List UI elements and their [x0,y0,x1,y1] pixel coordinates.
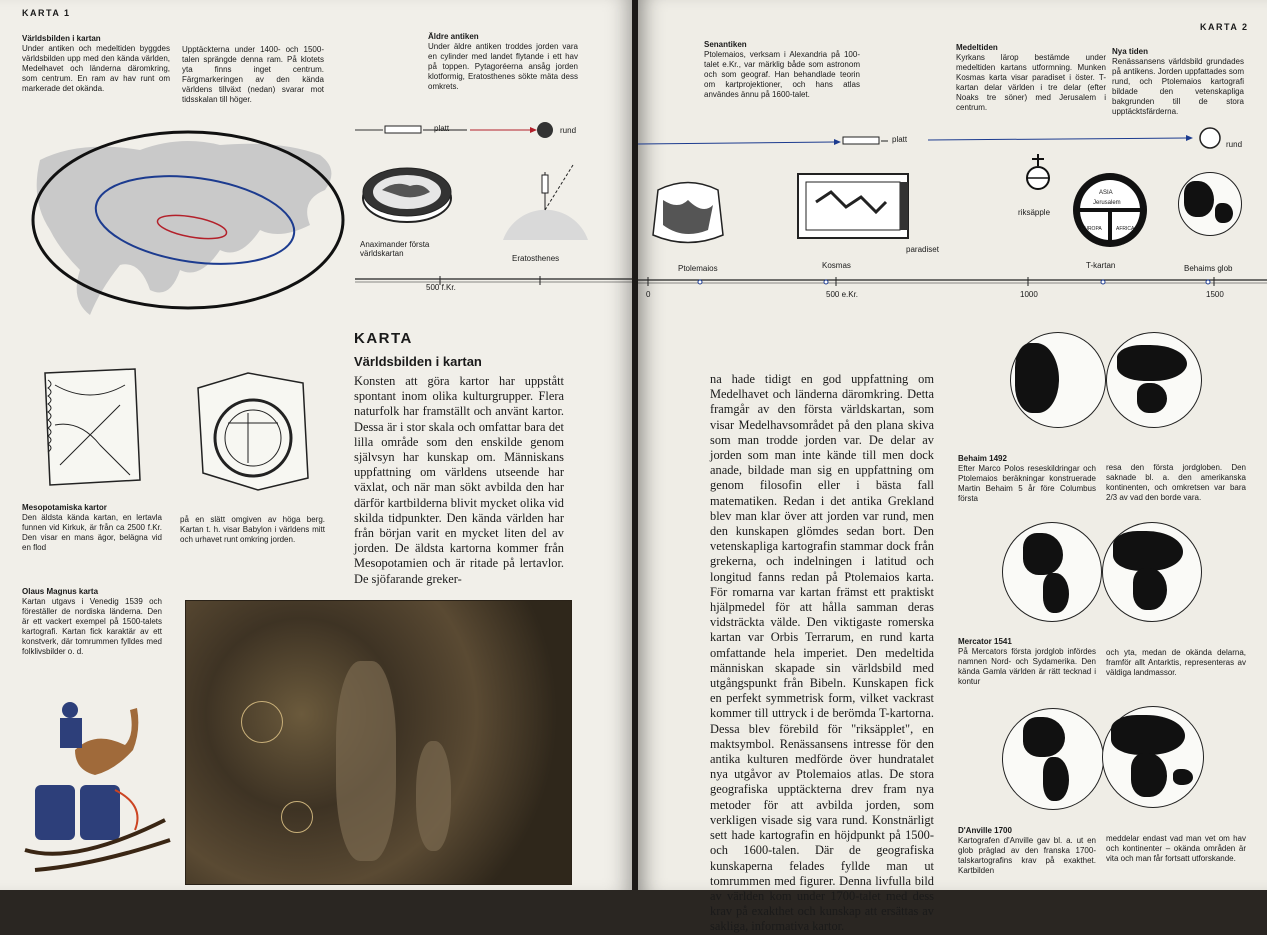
mercator-globe-west-icon [1002,522,1102,622]
medeltiden-text: Kyrkans lärор bestämde under medeltiden kartans utformning. Munken Kosmas karta visar paradiset i öster. T-kartan delar världen i tre delar (efter Noaks tre söner) med Jerusalem i centrum. [956,53,1106,112]
meso-text-2: på en slätt omgiven av höga berg. Kartan t. h. visar Babylon i världens mitt och urhavet runt omkring jorden. [180,515,325,544]
olaus-magnus-map-image [185,600,572,885]
label-kosmas: Kosmas [822,261,851,270]
label-anaximander: Anaximander första världskartan [360,240,430,258]
antiquity-heading: Äldre antiken [428,32,479,41]
t-map-icon [1070,170,1150,250]
page-header-right: KARTA 2 [1200,22,1249,32]
mercator-globe-east-icon [1102,522,1202,622]
behaim-globe-east-icon [1106,332,1202,428]
danville-globe-east-icon [1102,706,1204,808]
behaim-globe-west-icon [1010,332,1106,428]
eratosthenes-icon [498,160,593,245]
world-caption-col2 [182,45,324,105]
olaus-heading: Olaus Magnus karta [22,587,99,596]
flat-round-arrow-right [638,130,1267,150]
world-caption-heading: Världsbilden i kartan [22,34,101,43]
flat-round-arrow [355,120,630,140]
tick-1000: 1000 [1020,290,1038,299]
riksapple-icon [1023,152,1053,194]
mercator-text-1: På Mercators första jordglob infördes namnen Nord- och Sydamerika. Den kända Gamla världen är rätt tecknad i kontur [958,647,1096,686]
danville-caption-col2 [1106,834,1246,864]
mercator-text-2: och yta, medan de okända delarna, framför allt Antarktis, representeras av väldiga landmassor. [1106,648,1246,677]
senantiken-text: Ptolemaios, verksam i Alexandria på 100-talet e.Kr., var märklig både som astronom och som geograf. Han behandlade teorin om kartprojektioner, och hans atlas användes ännu på 1600-talet. [704,50,860,99]
olaus-text: Kartan utgavs i Venedig 1539 och föreställer de nordiska länderna. Den är ett vackert exempel på 1500-talets kartografi. Kartan fick karaktär av ett konstverk, där tomrummen fylldes med folklivsbilder o. d. [22,597,162,656]
article-subtitle: Världsbilden i kartan [354,354,482,369]
tick-1500: 1500 [1206,290,1224,299]
label-round-right: rund [1226,140,1243,149]
right-page [638,0,1267,934]
compass-rose-icon [281,801,313,833]
mercator-caption-col1 [958,637,1096,687]
danville-text-2: meddelar endast vad man vet om hav och kontinenter – okända områden är vita och man får fortsatt utforskande. [1106,834,1246,863]
nya-tiden-text: Renässansens världsbild grundades på antikens. Jorden uppfattades som rund, och Ptolemaios kartografi bildade den vetenskapliga bakgrunden till de stora upptäcktsfärderna. [1112,57,1244,116]
behaim-globe-small-icon [1178,172,1242,236]
article-title: KARTA [354,330,413,347]
babylon-map-icon [188,368,313,493]
olaus-caption [22,587,162,657]
medeltiden-heading: Medeltiden [956,43,998,52]
anaximander-map-icon [360,160,455,225]
mercator-heading: Mercator 1541 [958,637,1012,646]
behaim-caption-col1 [958,454,1096,504]
timeline-right [638,277,1267,289]
label-flat-right: platt [892,135,908,144]
label-riksapple: riksäpple [1018,208,1051,217]
t-map-africa: AFRICA [1116,226,1135,232]
behaim-caption-col2 [1106,463,1246,503]
senantiken-caption [704,40,860,100]
behaim-text-2: resa den första jordgloben. Den saknade bl. a. den amerikanska kontinenten, och omkretsen var bara 2/3 av vad den borde vara. [1106,463,1246,502]
article-text-left: Konsten att göra kartor har uppstått spontant inom olika kulturgrupper. Flera naturfolk har framställt och använt kartor. Dessa är i stor skala och omfattar bara det lilla område som den enskilde genom självsyn har kunskap om. Människans uppfattning om världens utseende har växlat, och när man sökt avbilda den har därför kartbilderna blivit mycket olika vid skilda tidpunkter. Den kända världen har från början varit en mycket liten del av jorden. De äldsta kartorna kommer från Mesopotamien och är ritade på lertavlor. De sjöfarande greker- [354,374,564,586]
article-column-left [354,374,564,586]
kosmas-map-icon [796,172,911,242]
world-caption-text-2: Upptäckterna under 1400- och 1500-talen sprängde denna ram. På klotets yta finns inget centrum. Färgmarkeringen av den kända världens tillväxt (nedan) svarar mot tidsskalan till höger. [182,45,324,104]
label-ptolemaios: Ptolemaios [678,264,718,273]
label-paradiset: paradiset [906,245,939,254]
behaim-text-1: Efter Marco Polos reseskildringar och Ptolemaios beräkningar konstruerade Martin Behaim 5 år före Columbus första [958,464,1096,503]
t-map-europa: EUROPA [1081,226,1102,232]
meso-heading: Mesopotamiska kartor [22,503,107,512]
label-behaims-glob: Behaims glob [1184,264,1233,273]
clay-tablet-kirkuk-icon [40,365,145,490]
article-text-right: na hade tidigt en god uppfattning om Medelhavet och länderna däromkring. Detta framgår av den första världskartan, som visar Medelhavsområdet på den plana skiva som man trodde jorden var. De delar av jorden som man inte kände till men dock anade, bildade man sig en uppfattning om genom filosofin eller i bästa fall matematiken. Redan i det antika Grekland blev man klar över att jorden var rund, men den kunskapen glömdes sedan bort. Den vetenskapliga kartografin stammar dock från grekerna, och indelningen i latitud och longitud fanns redan på Ptolemaios karta. För romarna var kartan främst ett praktiskt hjälpmedel för att hålla samman deras vidsträckta välde. Den viktigaste romerska kartan var Orbis Terrarum, en rund karta omfattande hela imperiet. Den medeltida människan skapade sin världsbild med utgångspunkt från Bibeln. Kunskapen fick en perfekt symmetrisk form, vilket vackrast kommer till uttryck i de berömda T-kartorna. Dessa blev förebild för "riksäpplet", en maktsymbol. Renässansens intresse för den antika kulturen medförde över hundratalet nya utgåvor av Ptolemaios atlas. De stora geografiska upptäckterna drev fram nya metoder för att avbilda jorden, som verkligen visade sig vara rund. Konstnärligt sett hade kartografin en höjdpunkt på 1500- och 1600-talen. Där de geografiska kunskaperna felades fyllde man ut tomrummen med figurer. Denna livfulla bild av världen kom under 1700-talet med dess krav på exakthet och kunskap att ersättas av sakliga, informativa kartor. [710,372,934,934]
ptolemaios-map-icon [648,170,728,255]
danville-caption-col1 [958,826,1096,876]
label-eratosthenes: Eratosthenes [512,254,560,263]
tick-0: 0 [646,290,651,299]
left-page [0,0,632,890]
label-t-kartan: T-kartan [1086,261,1116,270]
world-caption-col1 [22,34,170,94]
page-header-left: KARTA 1 [22,8,71,18]
tick-500bc: 500 f.Kr. [426,283,456,292]
nya-tiden-caption [1112,47,1244,117]
antiquity-text: Under äldre antiken troddes jorden vara en cylinder med landet flytande i ett hav på toppen. Pytagoréerna ansåg jorden klotformig, Eratosthenes sökte mäta dess omkrets. [428,42,578,91]
article-column-right [710,372,934,934]
meso-text-1: Den äldsta kända kartan, en lertavla funnen vid Kirkuk, är från ca 2500 f.Kr. Den visar en mans ägor, belägna vid en flod [22,513,162,552]
nya-tiden-heading: Nya tiden [1112,47,1149,56]
hunters-reindeer-illustration [15,690,175,880]
mercator-caption-col2 [1106,648,1246,678]
danville-text-1: Kartografen d'Anville gav bl. a. ut en glob präglad av den franska 1700-talskartografins krav på exakthet. Kartbilden [958,836,1096,875]
meso-caption-col2 [180,515,325,545]
world-map-illustration [20,130,360,345]
compass-rose-icon [241,701,283,743]
tick-500ad: 500 e.Kr. [826,290,859,299]
t-map-asia: ASIA [1099,190,1113,196]
medeltiden-caption [956,43,1106,113]
t-map-jerusalem: Jerusalem [1093,200,1121,206]
senantiken-heading: Senantiken [704,40,747,49]
behaim-heading: Behaim 1492 [958,454,1007,463]
label-flat-left: platt [434,124,450,133]
antiquity-caption [428,32,578,92]
danville-globe-west-icon [1002,708,1104,810]
danville-heading: D'Anville 1700 [958,826,1012,835]
world-caption-text-1: Under antiken och medeltiden byggdes världsbilden upp med den kända världen, Medelhavet och länderna däromkring, som centrum. En ram av hav runt om markerade det okända. [22,44,170,93]
timeline-left [355,276,632,286]
meso-caption-col1 [22,503,162,553]
label-round-left: rund [560,126,577,135]
